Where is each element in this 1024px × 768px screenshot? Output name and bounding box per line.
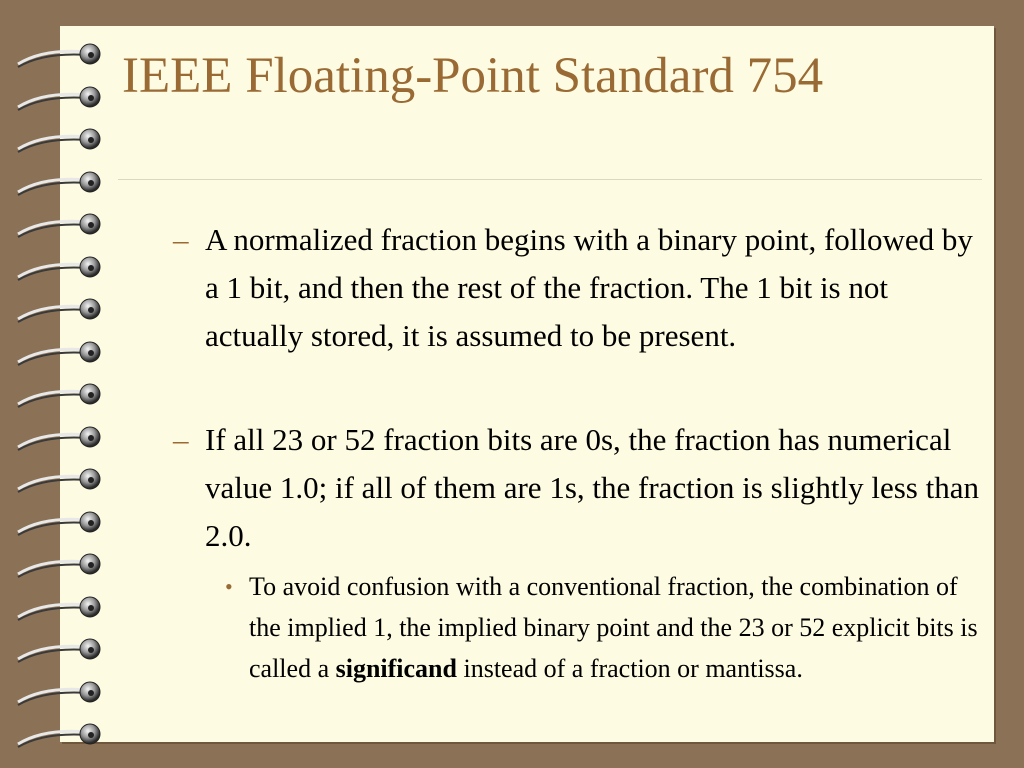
spiral-ring-icon bbox=[14, 463, 114, 503]
dot-bullet-icon: • bbox=[225, 574, 233, 599]
spiral-ring-icon bbox=[14, 336, 114, 376]
bullet-text: If all 23 or 52 fraction bits are 0s, the fraction has numerical value 1.0; if all of them are 1s, the fraction is slightly less than 2.0. bbox=[205, 422, 979, 553]
spiral-binding-icon bbox=[0, 0, 120, 768]
spiral-ring-icon bbox=[14, 251, 114, 291]
bullet-text: A normalized fraction begins with a binary point, followed by a 1 bit, and then the rest of the fraction. The 1 bit is not actually stored, it is assumed to be present. bbox=[205, 222, 973, 353]
sub-bullet-item bbox=[225, 566, 979, 689]
bullet-item bbox=[173, 416, 985, 560]
spiral-ring-icon bbox=[14, 591, 114, 631]
spiral-ring-icon bbox=[14, 81, 114, 121]
slide-content bbox=[60, 26, 994, 742]
bullet-item bbox=[173, 216, 985, 360]
title-divider bbox=[118, 179, 982, 180]
sub-bullet-text-before: To avoid confusion with a conventional fraction, the combination of the implied 1, the implied binary point and the 23 or 52 explicit bits is called a bbox=[249, 572, 978, 683]
slide-page bbox=[60, 26, 994, 742]
spiral-ring-icon bbox=[14, 506, 114, 546]
dash-bullet-icon: – bbox=[173, 222, 189, 257]
dash-bullet-icon: – bbox=[173, 422, 189, 457]
spiral-ring-icon bbox=[14, 123, 114, 163]
sub-bullet-text-after: instead of a fraction or mantissa. bbox=[463, 654, 803, 683]
spiral-ring-icon bbox=[14, 38, 114, 78]
page-title: IEEE Floating-Point Standard 754 bbox=[122, 48, 824, 104]
spiral-ring-icon bbox=[14, 293, 114, 333]
spiral-ring-icon bbox=[14, 676, 114, 716]
spiral-ring-icon bbox=[14, 718, 114, 758]
spiral-ring-icon bbox=[14, 548, 114, 588]
sub-bullet-bold-term: significand bbox=[335, 654, 457, 683]
spiral-ring-icon bbox=[14, 633, 114, 673]
spiral-ring-icon bbox=[14, 166, 114, 206]
spiral-ring-icon bbox=[14, 421, 114, 461]
spiral-ring-icon bbox=[14, 378, 114, 418]
spiral-ring-icon bbox=[14, 208, 114, 248]
